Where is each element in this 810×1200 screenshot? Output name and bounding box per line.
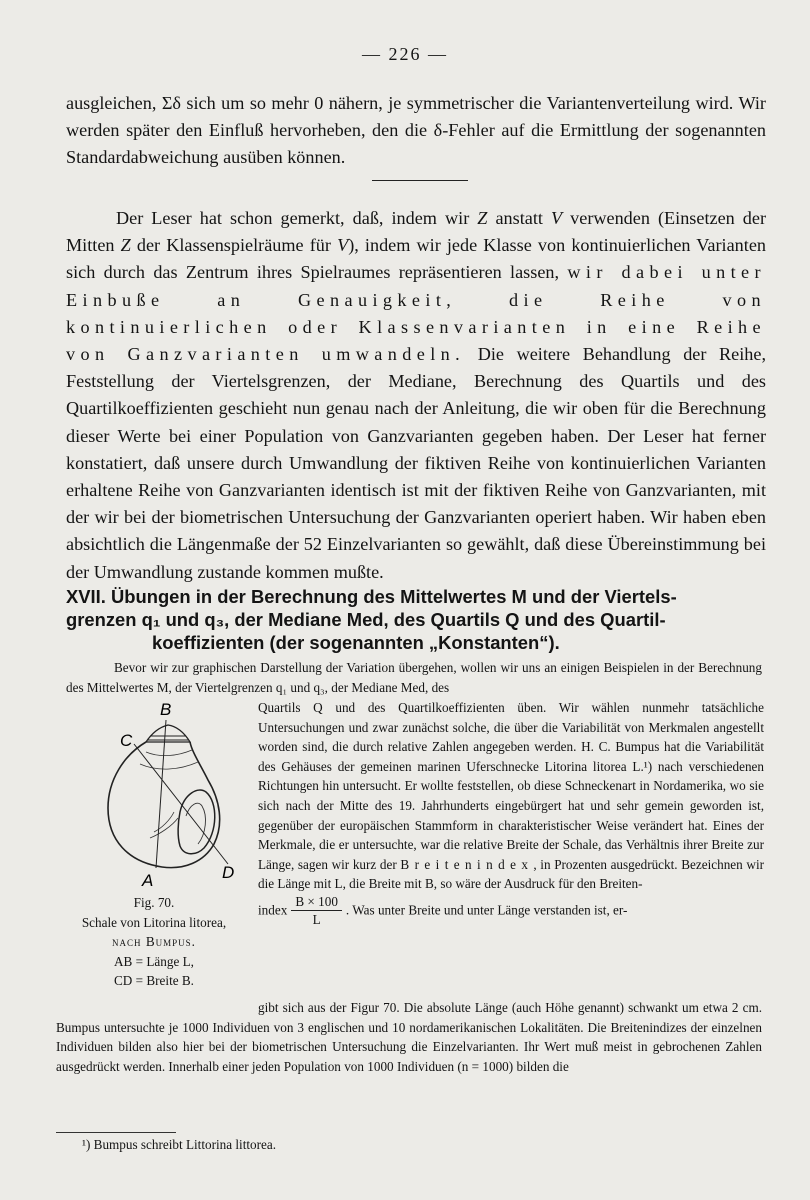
page-number: — 226 — [362, 44, 448, 64]
paragraph-1: ausgleichen, Σδ sich um so mehr 0 nähern, je symmetrischer die Variantenverteilung wird. Wir werden später den Einfluß hervorheben, den die δ-Fehler auf die Ermittlung der sogenannten Standardabweichung ausüben können. [66, 93, 766, 167]
paragraph-2: Der Leser hat schon gemerkt, daß, indem wir Z anstatt V verwenden (Einsetzen der Mitten Z der Klassenspielräume für V), indem wir jede Klasse von kontinuierlichen Varianten sich durch das Zentrum ihres Spielraumes repräsentieren lassen, wir dabei unter Einbuße an Genauigkeit, die Reihe von kontinuierlichen oder Klassenvarianten in eine Reihe von Ganzvarianten umwandeln. Die weitere Behandlung der Reihe, Feststellung der Viertelsgrenzen, der Mediane, Berechnung des Quartils und des Quartilkoeffizienten geschieht nun genau nach der Anleitung, die wir oben für die Berechnung dieser Werte bei einer Population von Ganzvarianten gegeben haben. Der Leser hat ferner konstatiert, daß unsere durch Umwandlung der fiktiven Reihe von kontinuierlichen Varianten erhaltene Reihe von Ganzvarianten identisch ist mit der fiktiven Reihe von Ganzvarianten, mit der wir bei der biometrischen Untersuchung der Ganzvarianten operiert haben. Wir haben eben absichtlich die Längenmaße der 52 Einzelvarianten so gewählt, daß diese Übereinstimmung bei der Umwandlung zustande kommen mußte. [66, 208, 766, 582]
formula-line: index $\frac{B \times 100}{L}$ . Was unter Breite und unter Länge verstanden ist, er- [258, 893, 628, 927]
label-b: B [160, 700, 172, 719]
emphasis-spaced: wir dabei unter Einbuße an Genauigkeit, die Reihe von kontinuierlichen oder Klassenvarianten in eine Reihe von Ganzvarianten umwandeln. [66, 262, 766, 365]
breitenindex-formula: $\frac{B \times 100}{L}$ [291, 894, 342, 929]
fine-paragraph-continued: gibt sich aus der Figur 70. Die absolute Länge (auch Höhe genannt) schwankt um etwa 2 cm. Bumpus untersuchte je 1000 Individuen von 3 englischen und 10 nordamerikanischen Lokalitäten. Die Breitenindizes der einzelnen Individuen bilden also hier bei der biometrischen Untersuchung die Einzelvarianten. Ihr Wert muß meist in gebrochenen Zahlen ausgedrückt werden. Innerhalb einer jeden Population von 1000 Individuen (n = 1000) bilden die [56, 1000, 762, 1074]
fine-paragraph-intro: Bevor wir zur graphischen Darstellung der Variation übergehen, wollen wir uns an einigen Beispielen in der Berechnung des Mittelwertes M, der Viertelgrenzen q₁ und q₃, der Mediane Med, des [66, 660, 762, 695]
label-c: C [120, 731, 133, 750]
figure-caption: Fig. 70. Schale von Litorina litorea, nach Bumpus. AB = Länge L, CD = Breite B. [81, 895, 227, 989]
label-a: A [142, 871, 154, 890]
section-heading: XVII. Übungen in der Berechnung des Mittelwertes M und der Viertels- grenzen q₁ und q₃, der Mediane Med, des Quartils Q und des Quartil- koeffizienten (der sogenannten „Konstanten“). [66, 586, 677, 653]
label-d: D [222, 863, 235, 882]
footnote-rule [56, 1132, 176, 1133]
snail-shell-drawing [80, 700, 250, 890]
fine-paragraph-bumpus: Quartils Q und des Quartilkoeffizienten üben. Wir wählen nunmehr tatsächliche Untersuchungen und zwar zunächst solche, die über die Variabilität von Merkmalen angestellt worden sind, die durch relative Zahlen angegeben werden. H. C. Bumpus hat die Variabilität des Gehäuses der gemeinen marinen Uferschnecke Litorina litorea L.¹) nach verschiedenen Richtungen hin untersucht. Er wollte feststellen, ob diese Schneckenart in Nordamerika, wo sie sich nach der Mitte des 19. Jahrhunderts eingebürgert hat und sehr gemein geworden ist, gegenüber der europäischen Stammform in charakteristischer Weise verändert hat. Eines der Merkmale, die er untersuchte, war die relative Breite der Schale, das Verhältnis ihrer Breite zur Länge, sagen wir kurz der Breitenindex, in Prozenten ausgedrückt. Bezeichnen wir die Länge mit L, die Breite mit B, so wäre der Ausdruck für den Breiten- index $\frac{B \times 100}{L}$ . Was unter Breite und unter Länge verstanden ist, er- [258, 700, 764, 927]
section-divider [372, 180, 468, 181]
footnote: ¹) Bumpus schreibt Littorina littorea. [82, 1137, 277, 1152]
